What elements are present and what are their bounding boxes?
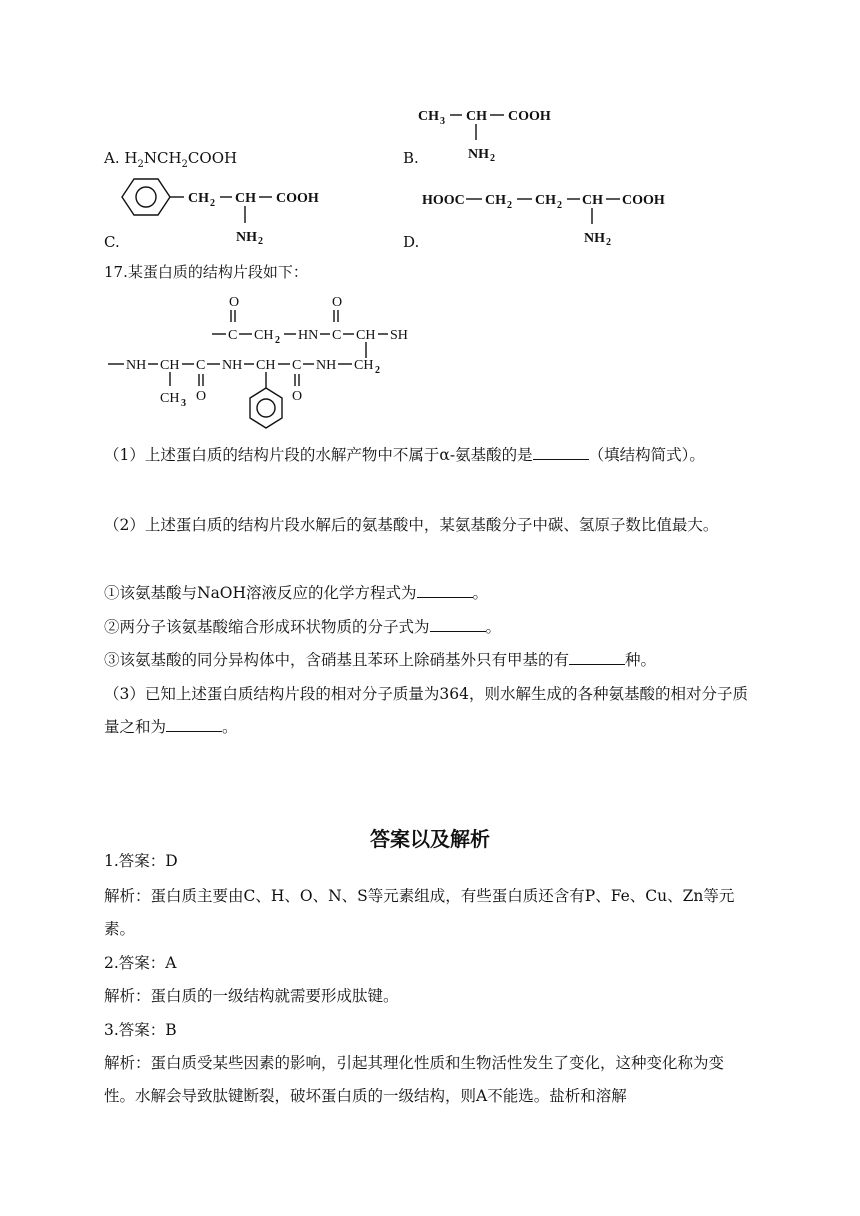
svg-text:C: C xyxy=(332,328,342,343)
option-d-label: D. xyxy=(403,233,420,251)
svg-text:2: 2 xyxy=(258,236,263,247)
svg-text:CH: CH xyxy=(485,193,506,208)
svg-text:C: C xyxy=(196,358,206,373)
svg-text:HN: HN xyxy=(298,328,319,343)
svg-text:3: 3 xyxy=(181,398,186,409)
svg-text:CH: CH xyxy=(188,191,209,206)
svg-text:NH: NH xyxy=(584,231,605,246)
q17-part1-tail: （填结构简式）。 xyxy=(588,446,705,464)
svg-text:2: 2 xyxy=(210,198,215,209)
svg-text:NH: NH xyxy=(236,230,257,245)
svg-text:CH: CH xyxy=(160,391,180,406)
explanation-1: 解析：蛋白质主要由C、H、O、N、S等元素组成，有些蛋白质还含有P、Fe、Cu、Zn等元素。 xyxy=(104,887,735,938)
phenylalanine-structure xyxy=(118,175,358,247)
q17-part1-text: （1）上述蛋白质的结构片段的水解产物中不属于α-氨基酸的是 xyxy=(104,446,533,464)
svg-text:CH: CH xyxy=(354,358,374,373)
q17-part1 xyxy=(104,439,754,472)
svg-text:SH: SH xyxy=(390,328,408,343)
answer-blank xyxy=(430,616,486,632)
svg-text:CH: CH xyxy=(160,358,180,373)
answer-2: 2.答案：A xyxy=(104,954,177,972)
svg-text:HOOC: HOOC xyxy=(422,193,465,208)
svg-text:COOH: COOH xyxy=(508,109,551,124)
svg-text:2: 2 xyxy=(507,200,512,211)
svg-text:CH: CH xyxy=(418,109,439,124)
q17-part2-iii-text: ③该氨基酸的同分异构体中，含硝基且苯环上除硝基外只有甲基的有 xyxy=(104,651,570,669)
svg-text:NH: NH xyxy=(222,358,243,373)
option-a-formula: $H_2NCH_2COOH$ xyxy=(124,149,238,170)
svg-text:2: 2 xyxy=(490,153,495,162)
alanine-structure xyxy=(418,100,568,162)
q17-part2-iii: ③该氨基酸的同分异构体中，含硝基且苯环上除硝基外只有甲基的有 种。 xyxy=(104,651,657,669)
q17-part3-text: （3）已知上述蛋白质结构片段的相对分子质量为364，则水解生成的各种氨基酸的相对分子质量之和为 xyxy=(104,685,748,736)
glutamic-acid-structure xyxy=(422,184,682,248)
option-b-label: B. xyxy=(403,149,419,167)
svg-text:CH: CH xyxy=(466,109,487,124)
q17-part2-ii: ②两分子该氨基酸缩合形成环状物质的分子式为 。 xyxy=(104,618,502,636)
option-a xyxy=(104,148,237,175)
svg-text:CH: CH xyxy=(235,191,256,206)
explanation-2: 解析：蛋白质的一级结构就需要形成肽键。 xyxy=(104,987,399,1005)
q17-part3: （3）已知上述蛋白质结构片段的相对分子质量为364，则水解生成的各种氨基酸的相对分子质量之和为 。 xyxy=(104,685,748,736)
q17-part2-i: ①该氨基酸与NaOH溶液反应的化学方程式为 。 xyxy=(104,584,489,602)
option-c-label: C. xyxy=(104,233,120,251)
explanation-3: 解析：蛋白质受某些因素的影响，引起其理化性质和生物活性发生了变化，这种变化称为变性。水解会导致肽键断裂，破坏蛋白质的一级结构，则A不能选。盐析和溶解 xyxy=(104,1054,725,1105)
svg-text:COOH: COOH xyxy=(276,191,319,206)
answer-blank xyxy=(533,444,589,460)
q17-part2-ii-text: ②两分子该氨基酸缩合形成环状物质的分子式为 xyxy=(104,618,430,636)
option-a-label: A. xyxy=(104,149,120,167)
q17-part2: （2）上述蛋白质的结构片段水解后的氨基酸中，某氨基酸分子中碳、氢原子数比值最大。 xyxy=(104,516,719,534)
svg-text:CH: CH xyxy=(356,328,376,343)
answer-blank xyxy=(417,582,473,598)
svg-text:2: 2 xyxy=(375,365,380,376)
svg-text:CH: CH xyxy=(535,193,556,208)
svg-text:O: O xyxy=(196,389,207,404)
svg-text:O: O xyxy=(229,295,240,310)
protein-fragment-structure xyxy=(104,292,424,442)
svg-text:CH: CH xyxy=(254,328,274,343)
svg-text:COOH: COOH xyxy=(622,193,665,208)
svg-text:NH: NH xyxy=(126,358,147,373)
svg-text:2: 2 xyxy=(606,237,611,248)
answer-1: 1.答案：D xyxy=(104,852,178,870)
svg-text:2: 2 xyxy=(275,335,280,346)
answer-3: 3.答案：B xyxy=(104,1021,177,1039)
svg-text:2: 2 xyxy=(557,200,562,211)
svg-text:CH: CH xyxy=(582,193,603,208)
svg-text:O: O xyxy=(292,389,303,404)
svg-text:NH: NH xyxy=(468,147,489,162)
svg-text:O: O xyxy=(332,295,343,310)
svg-text:C: C xyxy=(228,328,238,343)
answers-heading: 答案以及解析 xyxy=(370,827,490,851)
answer-blank xyxy=(166,716,222,732)
svg-text:3: 3 xyxy=(440,116,445,127)
svg-text:C: C xyxy=(292,358,302,373)
svg-text:NH: NH xyxy=(316,358,337,373)
answer-blank xyxy=(569,649,625,665)
svg-text:CH: CH xyxy=(256,358,276,373)
q17-intro: 17.某蛋白质的结构片段如下： xyxy=(104,263,308,281)
q17-part2-i-text: ①该氨基酸与NaOH溶液反应的化学方程式为 xyxy=(104,584,417,602)
